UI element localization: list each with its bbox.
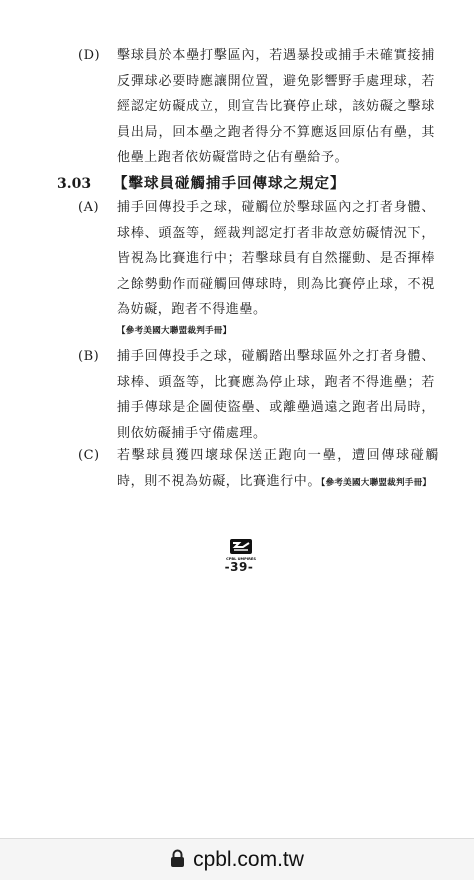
item-c-text: 若擊球員獲四壞球保送正跑向一壘，遭回傳球碰觸時，則不視為妨礙，比賽進行中。 xyxy=(117,448,439,489)
item-c-marker: (C) xyxy=(78,448,100,463)
cpbl-logo-icon xyxy=(225,538,257,562)
item-b-marker: (B) xyxy=(78,349,100,364)
item-b-text: 捕手回傳投手之球，碰觸踏出擊球區外之打者身體、球棒、頭盔等，比賽應為停止球，跑者不得進壘；若捕手傳球是企圖使盜壘、或離壘過遠之跑者出局時，則依妨礙捕手守備處理。 xyxy=(117,349,435,441)
browser-address-bar[interactable] xyxy=(0,838,474,880)
item-c-paragraph xyxy=(117,443,439,496)
item-a-text: 捕手回傳投手之球，碰觸位於擊球區內之打者身體、球棒、頭盔等，經裁判認定打者非故意妨礙情況下，皆視為比賽進行中；若擊球員有自然擺動、是否揮棒之餘勢動作而碰觸回傳球時，則為比賽停止球，不視為妨礙，跑者不得進壘。 xyxy=(117,200,435,317)
lock-icon xyxy=(170,849,185,868)
section-title: 【擊球員碰觸捕手回傳球之規定】 xyxy=(113,175,346,192)
logo-text: CPBL UMPIRES xyxy=(226,557,256,561)
item-d-marker: (D) xyxy=(78,48,101,63)
item-d-text: 擊球員於本壘打擊區內，若遇暴投或捕手未確實接捕反彈球必要時應讓開位置，避免影響野手處理球，若經認定妨礙成立，則宣告比賽停止球，該妨礙之擊球員出局，回本壘之跑者得分不算應返回原佔有壘，其他壘上跑者依妨礙當時之佔有壘給予。 xyxy=(117,48,435,165)
page-number: -39- xyxy=(224,560,254,574)
url-text[interactable]: cpbl.com.tw xyxy=(193,847,304,871)
section-number: 3.03 xyxy=(57,176,92,192)
reference-note: 【參考美國大聯盟裁判手冊】 xyxy=(321,477,432,488)
item-a-marker: (A) xyxy=(78,200,100,215)
reference-note: 【參考美國大聯盟裁判手冊】 xyxy=(117,326,232,336)
